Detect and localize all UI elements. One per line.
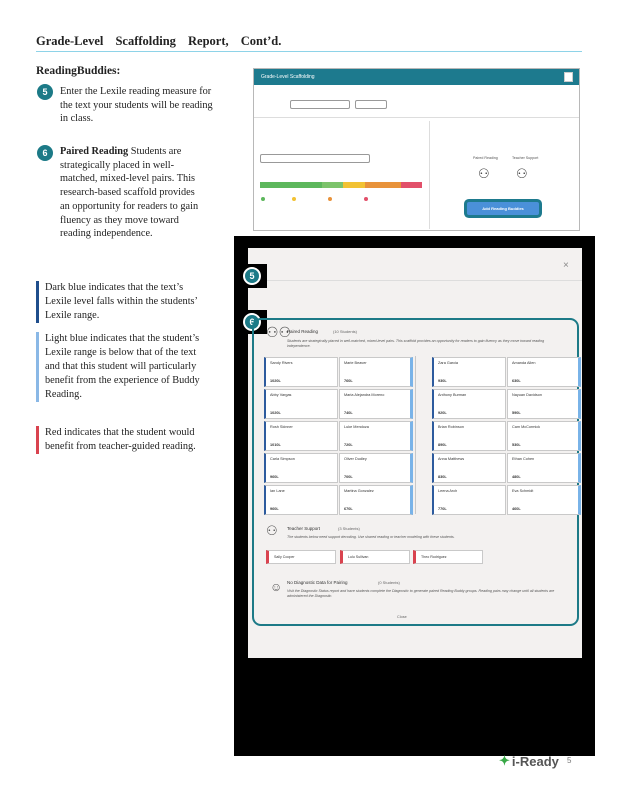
- iready-logo: [499, 753, 559, 769]
- teacher-support-icon: ⚇: [266, 523, 278, 538]
- student-lexile: 960L: [270, 507, 279, 511]
- student-lexile: 630L: [512, 379, 521, 383]
- student-lexile: 1010L: [270, 443, 281, 447]
- screenshot-vertical-divider: [429, 121, 430, 229]
- student-card: [507, 485, 581, 515]
- student-name: Ian Lane: [270, 489, 285, 493]
- dot-yellow: [292, 197, 296, 201]
- lexile-gauge: [260, 182, 422, 188]
- step-6-bold: Paired Reading: [60, 146, 129, 157]
- student-lexile: 920L: [438, 411, 447, 415]
- callout-6: 6: [243, 313, 261, 331]
- dot-green: [261, 197, 265, 201]
- student-card: [507, 421, 581, 451]
- student-lexile: 890L: [438, 443, 447, 447]
- student-name: Zara Garcia: [438, 361, 459, 365]
- gauge-yellow: [343, 182, 366, 188]
- no-diagnostic-description: Visit the Diagnostic Status report and have students complete the Diagnostic to generate paired Reading Buddy groups. Reading pairs may change until all students are administered the Diagnostic.: [287, 589, 555, 598]
- student-card: [507, 453, 581, 483]
- text-dropdown[interactable]: [260, 154, 370, 163]
- student-lexile: 770L: [438, 507, 447, 511]
- paired-reading-count: (10 Students): [333, 329, 358, 334]
- student-lexile: 590L: [512, 411, 521, 415]
- dot-orange: [328, 197, 332, 201]
- modal-close-button[interactable]: Close: [397, 615, 407, 619]
- student-name: Martina Gonzalez: [344, 489, 374, 493]
- screenshot-title-bar: [254, 69, 579, 85]
- logo-text: i-Ready: [511, 753, 559, 769]
- student-name: Sandy Rivers: [270, 361, 293, 365]
- student-name: Eva Schmidt: [512, 489, 534, 493]
- teacher-support-title: Teacher Support: [287, 526, 321, 531]
- teacher-student-card: Sally Cooper: [266, 550, 336, 564]
- gauge-green: [260, 182, 322, 188]
- student-card: [507, 357, 581, 387]
- teacher-people-icon: ⚇: [516, 166, 528, 181]
- student-name: Leena Arch: [438, 489, 458, 493]
- gauge-red: [401, 182, 422, 188]
- student-card: [264, 389, 338, 419]
- student-card: [432, 357, 506, 387]
- student-lexile: 700L: [344, 475, 353, 479]
- step-5-text: Enter the Lexile reading measure for the text your students will be reading in class.: [60, 86, 213, 125]
- screenshot-paired-label: Paired Reading: [473, 156, 498, 160]
- student-lexile: 1020L: [270, 379, 281, 383]
- student-name: Abby Vargas: [270, 393, 292, 397]
- student-name: Maria Alejandra Moreno: [344, 393, 385, 397]
- gauge-orange: [365, 182, 401, 188]
- teacher-student-card: Theo Rodriguez: [413, 550, 483, 564]
- teacher-support-count: (3 Students): [338, 526, 360, 531]
- student-lexile: 480L: [512, 475, 521, 479]
- student-name: Ethan Cohen: [512, 457, 535, 461]
- student-name: Luke Mendoza: [344, 425, 369, 429]
- no-diagnostic-title: No Diagnostic Data for Pairing: [287, 580, 348, 585]
- screenshot-teacher-label: Teacher Support: [512, 156, 539, 160]
- student-card: [432, 421, 506, 451]
- student-card: [432, 485, 506, 515]
- gauge-light-green: [322, 182, 343, 188]
- student-name: Anthony Burman: [438, 393, 467, 397]
- student-lexile: 930L: [438, 379, 447, 383]
- modal-header-divider: [248, 280, 582, 281]
- student-lexile: 830L: [438, 475, 447, 479]
- student-lexile: 460L: [512, 507, 521, 511]
- student-card: [339, 485, 413, 515]
- step-6-text: [60, 145, 200, 241]
- student-card: [264, 485, 338, 515]
- add-reading-buddies-button[interactable]: Add Reading Buddies: [467, 202, 539, 215]
- student-lexile: 760L: [344, 379, 353, 383]
- lexile-dropdown[interactable]: [355, 100, 387, 109]
- pairs-divider: [415, 356, 416, 514]
- paired-reading-description: Students are strategically placed in well-matched, mixed-level pairs. This scaffold provides an opportunity for readers to gain fluency as they move toward reading independence.: [287, 339, 545, 348]
- person-icon: ☺: [270, 580, 283, 594]
- student-name: Oliver Dudley: [344, 457, 367, 461]
- print-icon[interactable]: [564, 72, 573, 82]
- paired-reading-icon: ⚇⚇: [266, 326, 292, 341]
- student-name: Anna Matthews: [438, 457, 465, 461]
- student-name: Carla Simpson: [270, 457, 295, 461]
- student-card: [339, 357, 413, 387]
- page-title: Grade-Level Scaffolding Report, Cont’d.: [36, 34, 282, 48]
- scaffolding-screenshot: [253, 68, 580, 231]
- student-card: [432, 389, 506, 419]
- dot-red: [364, 197, 368, 201]
- student-name: Brian Robinson: [438, 425, 464, 429]
- student-card: [339, 389, 413, 419]
- screenshot-bar-title: Grade-Level Scaffolding: [261, 74, 315, 80]
- logo-leaf-icon: ✦: [499, 753, 510, 768]
- title-rule: [36, 51, 582, 52]
- grade-dropdown[interactable]: [290, 100, 350, 109]
- student-name: Cam McCormick: [512, 425, 541, 429]
- student-card: [264, 357, 338, 387]
- teacher-student-card: Lulu Sullivan: [340, 550, 410, 564]
- legend-dark-blue: Dark blue indicates that the text’s Lexile level falls within the students’ Lexile range.: [36, 281, 201, 323]
- student-name: Marie Beaver: [344, 361, 367, 365]
- student-lexile: 720L: [344, 443, 353, 447]
- section-heading: ReadingBuddies:: [36, 65, 121, 77]
- student-lexile: 960L: [270, 475, 279, 479]
- student-card: [339, 421, 413, 451]
- legend-red: Red indicates that the student would benefit from teacher-guided reading.: [36, 426, 201, 454]
- legend-light-blue: Light blue indicates that the student’s Lexile range is below that of the text and that this student will particularly benefit from the experience of Buddy Reading.: [36, 332, 201, 402]
- pair-people-icon: ⚇: [478, 166, 490, 181]
- student-lexile: 1020L: [270, 411, 281, 415]
- page-number: 5: [567, 756, 572, 765]
- student-name: Nayuan Davidson: [512, 393, 542, 397]
- student-card: [507, 389, 581, 419]
- close-icon[interactable]: ×: [563, 260, 569, 271]
- paired-reading-title: Paired Reading: [287, 329, 319, 334]
- student-card: [339, 453, 413, 483]
- student-card: [264, 453, 338, 483]
- student-card: [432, 453, 506, 483]
- step-5-badge: 5: [37, 84, 53, 100]
- student-lexile: 740L: [344, 411, 353, 415]
- screenshot-divider: [254, 117, 579, 118]
- student-lexile: 530L: [512, 443, 521, 447]
- no-diagnostic-count: (0 Students): [378, 580, 400, 585]
- teacher-support-description: The students below need support decoding. Use shared reading or teacher modeling with these students.: [287, 535, 455, 539]
- step-6-body: Students are strategically placed in well-matched, mixed-level pairs. This research-based scaffold provides an opportunity for readers to gain fluency as they move toward reading independence.: [60, 146, 199, 240]
- student-card: [264, 421, 338, 451]
- student-name: Amanda Allen: [512, 361, 536, 365]
- callout-5: 5: [243, 267, 261, 285]
- student-name: Rosh Skinner: [270, 425, 293, 429]
- step-6-badge: 6: [37, 145, 53, 161]
- student-lexile: 670L: [344, 507, 353, 511]
